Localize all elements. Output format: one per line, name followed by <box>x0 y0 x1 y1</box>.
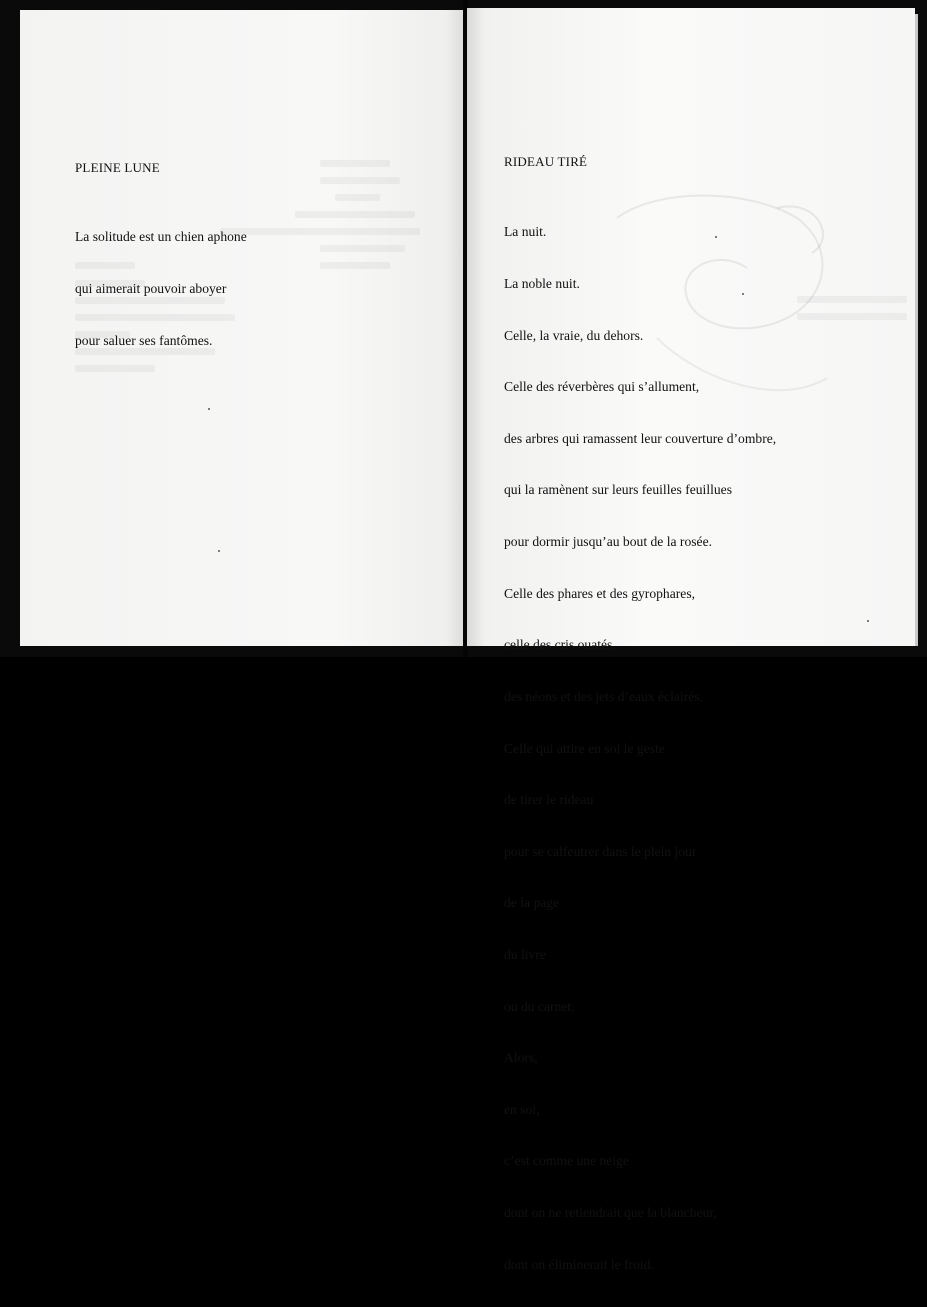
poem-line: c’est comme une neige <box>504 1153 629 1169</box>
bleed-through-mark <box>220 228 420 235</box>
poem-line: de la page <box>504 895 560 911</box>
poem-line: qui aimerait pouvoir aboyer <box>75 281 227 297</box>
poem-line: de tirer le rideau <box>504 792 594 808</box>
poem-line: du livre <box>504 946 546 962</box>
poem-line: ou du carnet. <box>504 998 575 1014</box>
poem-line: Celle, la vraie, du dehors. <box>504 327 644 343</box>
left-page <box>20 10 464 646</box>
poem-body-right <box>504 189 776 1307</box>
poem-line: dont on éliminerait le froid. <box>504 1256 654 1272</box>
bleed-through-mark <box>320 262 390 269</box>
poem-line: Celle qui attire en soi le geste <box>504 740 665 756</box>
poem-line: en soi, <box>504 1101 540 1117</box>
bleed-through-mark <box>320 160 390 167</box>
poem-line: dont on ne retiendrait que la blancheur, <box>504 1204 717 1220</box>
poem-line: pour dormir jusqu’au bout de la rosée. <box>504 534 713 550</box>
bleed-through-mark <box>797 296 907 303</box>
poem-line: La nuit. <box>504 224 547 240</box>
poem-line: pour saluer ses fantômes. <box>75 332 213 348</box>
bleed-through-mark <box>320 245 405 252</box>
poem-line: des arbres qui ramassent leur couverture d’ombre, <box>504 430 777 446</box>
paper-speck <box>867 620 869 622</box>
poem-line: qui la ramènent sur leurs feuilles feuillues <box>504 482 733 498</box>
bleed-through-mark <box>320 177 400 184</box>
bleed-through-mark <box>335 194 380 201</box>
paper-speck <box>218 550 220 552</box>
poem-line: celle des cris ouatés, <box>504 637 616 653</box>
poem-title-left: PLEINE LUNE <box>75 160 160 175</box>
poem-line: pour se calfeutrer dans le plein jour <box>504 843 697 859</box>
right-page <box>467 8 915 1272</box>
poem-line: La noble nuit. <box>504 276 580 292</box>
poem-body-left <box>75 194 247 383</box>
poem-title-right: RIDEAU TIRÉ <box>504 154 588 169</box>
poem-line: Celle des phares et des gyrophares, <box>504 585 696 601</box>
poem-line: Alors, <box>504 1050 538 1066</box>
page-edge <box>915 14 918 646</box>
paper-speck <box>208 408 210 410</box>
poem-line: des néons et des jets d’eaux éclairés. <box>504 688 703 704</box>
bleed-through-mark <box>295 211 415 218</box>
bleed-through-mark <box>797 313 907 320</box>
poem-line: Celle des réverbères qui s’allument, <box>504 379 700 395</box>
poem-line: La solitude est un chien aphone <box>75 229 247 245</box>
